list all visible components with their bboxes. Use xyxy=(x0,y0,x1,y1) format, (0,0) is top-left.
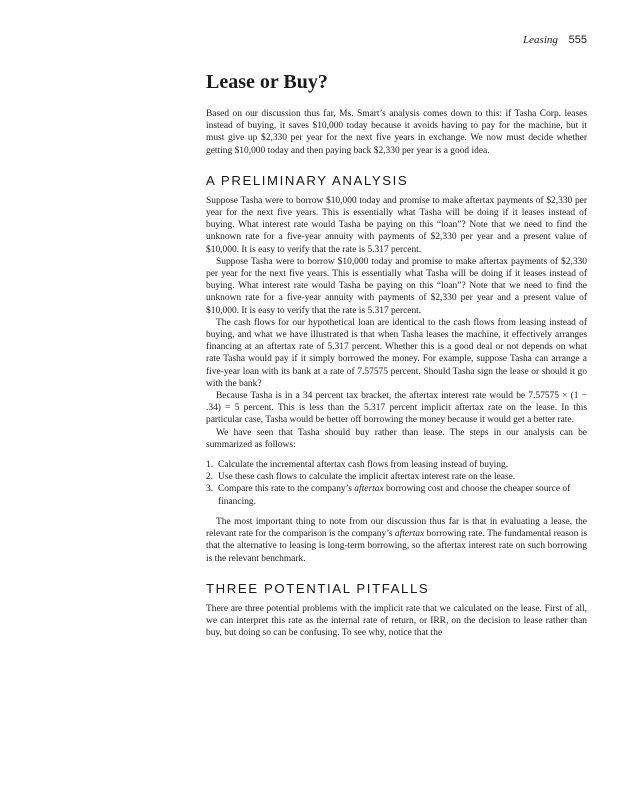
list-number: 2. xyxy=(206,472,214,483)
paragraph: Suppose Tasha were to borrow $10,000 today and promise to make aftertax payments of $2,330 per year for the next five years. This is essentially what Tasha will be doing if it leases instead of buying. What interest rate would Tasha be paying on this “loan”? Note that we need to find the unknown rate for a five-year annuity with payments of $2,330 per year and a present value of $10,000. It is easy to verify that the rate is 5.317 percent. xyxy=(206,195,587,255)
section-title: Lease or Buy? xyxy=(206,71,328,93)
list-item xyxy=(206,471,587,483)
paragraph-part: The most important thing to note from our discussion thus far is that in evaluating a lease, the relevant rate for the comparison is the company’s xyxy=(206,516,587,540)
emphasis: aftertax xyxy=(354,484,384,495)
emphasis: aftertax xyxy=(394,529,425,540)
heading-three-potential-pitfalls: THREE POTENTIAL PITFALLS xyxy=(206,580,430,596)
list-item xyxy=(206,483,587,507)
list-number: 3. xyxy=(206,484,214,495)
list-text-part: Compare this rate to the company’s xyxy=(218,484,355,495)
running-head xyxy=(523,34,587,46)
paragraph-part: borrowing rate. The fundamental reason is that the alternative to leasing is long-term borrowing, so the aftertax interest rate on such borrowing is the relevant benchmark. xyxy=(206,529,587,564)
list-text xyxy=(218,483,587,507)
list-number: 1. xyxy=(206,460,214,471)
list-item xyxy=(206,459,587,471)
paragraph xyxy=(206,516,587,565)
intro-paragraph: Based on our discussion thus far, Ms. Smart’s analysis comes down to this: if Tasha Corp. leases instead of buying, it saves $10,000 today because it avoids having to pay for the machine, but it must give up $2,330 per year for the next five years in exchange. We now must decide whether getting $10,000 today and then paying back $2,330 per year is a good idea. xyxy=(206,109,587,156)
page-number: 555 xyxy=(568,34,587,46)
paragraph: We have seen that Tasha should buy rather than lease. The steps in our analysis can be summarized as follows: xyxy=(206,427,587,450)
steps-list xyxy=(206,459,587,508)
paragraph: There are three potential problems with the implicit rate that we calculated on the lease. First of all, we can interpret this rate as the internal rate of return, or IRR, on the decision to lease rather than buy, but doing so can be confusing. To see why, notice that the xyxy=(206,603,587,639)
list-text: Calculate the incremental aftertax cash flows from leasing instead of buying. xyxy=(218,460,509,471)
page-content xyxy=(206,70,587,639)
heading-preliminary-analysis: A PRELIMINARY ANALYSIS xyxy=(206,172,409,188)
paragraph: Because Tasha is in a 34 percent tax bracket, the aftertax interest rate would be 7.57575 × (1 − .34) = 5 percent. This is less than the 5.317 percent implicit aftertax rate on the lease. In this particular case, Tasha would be better off borrowing the money because it would get a better rate. xyxy=(206,391,587,426)
paragraph: Suppose Tasha were to borrow $10,000 today and promise to make aftertax payments of $2,330 per year for the next five years. This is essentially what Tasha will be doing if it leases instead of buying. What interest rate would Tasha be paying on this “loan”? Note that we need to find the unknown rate for a five-year annuity with payments of $2,330 per year and a present value of $10,000. It is easy to verify that the rate is 5.317 percent. xyxy=(206,256,587,316)
list-text: Use these cash flows to calculate the implicit aftertax interest rate on the lease. xyxy=(218,472,516,483)
paragraph: The cash flows for our hypothetical loan are identical to the cash flows from leasing instead of buying, and what we have illustrated is that when Tasha leases the machine, it effectively arranges financing at an aftertax rate of 5.317 percent. Whether this is a good deal or not depends on what rate Tasha would pay if it simply borrowed the money. For example, suppose Tasha can arrange a five-year loan with its bank at a rate of 7.57575 percent. Should Tasha sign the lease or should it go with the bank? xyxy=(206,317,587,389)
list-text-part: borrowing cost and choose the cheaper source of financing. xyxy=(218,484,571,507)
running-head-title: Leasing xyxy=(523,34,558,46)
